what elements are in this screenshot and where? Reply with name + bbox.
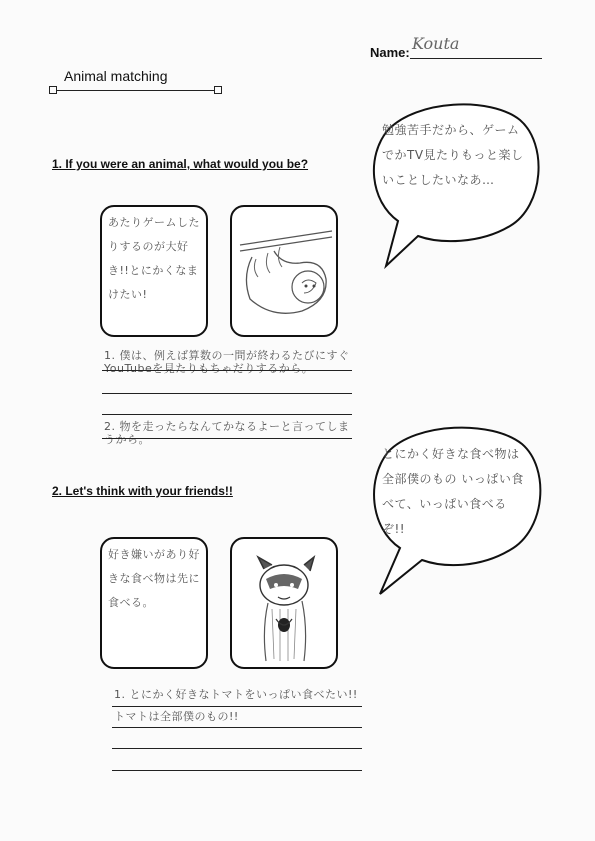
q2-drawing-card: [230, 537, 338, 669]
bubble-2-text: とにかく好きな食べ物は全部僕のもの いっぱい食べて、いっぱい食べるぞ!!: [382, 447, 524, 536]
q1-answer-1: 1. 僕は、例えば算数の一問が終わるたびにすぐYouTubeを見たりもちゃだりするから。: [104, 349, 350, 375]
q2-answer-1: 1. とにかく好きなトマトをいっぱい食べたい!! トマトは全部僕のもの!!: [114, 688, 358, 723]
title-handle-right: [214, 86, 222, 94]
q2-answer-line: [112, 706, 362, 707]
q2-answer-line: [112, 748, 362, 749]
question-2: 2. Let's think with your friends!!: [52, 484, 233, 498]
title-handle-left: [49, 86, 57, 94]
q2-card-text: 好き嫌いがあり好きな食べ物は先に食べる。: [108, 548, 200, 609]
q1-answer-2: 2. 物を走ったらなんてかなるよーと言ってしまうから。: [104, 420, 350, 446]
q1-answer-line: [102, 370, 352, 371]
q1-card-text: あたりゲームしたりするのが大好き!!とにかくなまけたい!: [108, 216, 200, 301]
q2-text-card: [100, 537, 208, 669]
q1-drawing-card: [230, 205, 338, 337]
bubble-1-text: 勉強苦手だから、ゲームでかTV見たりもっと楽しいことしたいなあ…: [382, 123, 524, 187]
student-name: Kouta: [412, 34, 460, 53]
q1-answer-line: [102, 414, 352, 415]
name-label: Name:: [370, 45, 410, 60]
q2-answer-line: [112, 770, 362, 771]
q1-answer-line: [102, 393, 352, 394]
page-title: Animal matching: [64, 68, 168, 84]
q1-text-card: [100, 205, 208, 337]
q2-answer-line: [112, 727, 362, 728]
raccoon-drawing: [232, 539, 336, 667]
sloth-drawing: [232, 207, 336, 335]
question-1: 1. If you were an animal, what would you be?: [52, 157, 309, 171]
title-underline: [55, 90, 220, 91]
q1-answer-line: [102, 438, 352, 439]
name-underline: [410, 58, 542, 59]
